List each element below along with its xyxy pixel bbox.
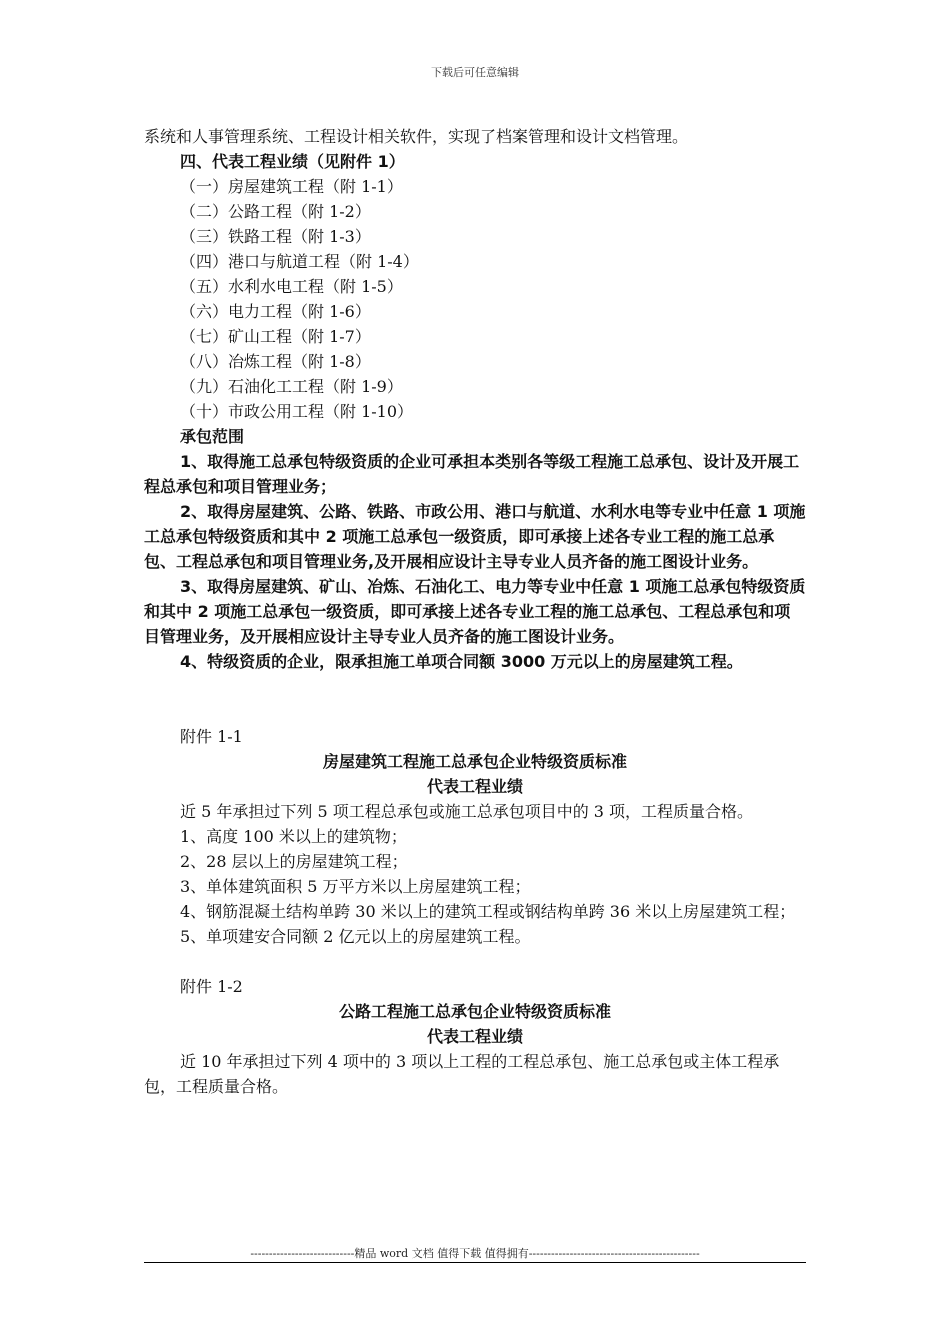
scope-clause: 4、特级资质的企业，限承担施工单项合同额 3000 万元以上的房屋建筑工程。 — [180, 652, 743, 671]
annex-intro: 近 5 年承担过下列 5 项工程总承包或施工总承包项目中的 3 项，工程质量合格。 — [180, 802, 754, 821]
annex-item: 5、单项建安合同额 2 亿元以上的房屋建筑工程。 — [180, 927, 531, 946]
annex-label: 附件 1-2 — [180, 977, 243, 996]
section-heading-performance: 四、代表工程业绩（见附件 1） — [180, 152, 405, 171]
footer-text: ----------------------------精品 word 文档 值得下载 值得拥有---------------------------------------------- — [250, 1247, 700, 1260]
footer-rule — [144, 1262, 806, 1263]
annex-item: 4、钢筋混凝土结构单跨 30 米以上的建筑工程或钢结构单跨 36 米以上房屋建筑工程； — [180, 902, 796, 921]
list-item: （十）市政公用工程（附 1-10） — [180, 402, 414, 421]
annex-title: 公路工程施工总承包企业特级资质标准 — [338, 1002, 611, 1021]
document-body — [144, 124, 806, 1099]
list-item: （四）港口与航道工程（附 1-4） — [180, 252, 419, 271]
annex-intro: 近 10 年承担过下列 4 项中的 3 项以上工程的工程总承包、施工总承包或主体工程承包，工程质量合格。 — [144, 1052, 780, 1096]
header-note: 下载后可任意编辑 — [431, 66, 519, 79]
list-item: （六）电力工程（附 1-6） — [180, 302, 371, 321]
list-item: （一）房屋建筑工程（附 1-1） — [180, 177, 403, 196]
spacer — [144, 949, 806, 974]
scope-clause: 3、取得房屋建筑、矿山、冶炼、石油化工、电力等专业中任意 1 项施工总承包特级资质和其中 2 项施工总承包一级资质，即可承接上述各专业工程的施工总承包、工程总承包和项目管理业务，及开展相应设计主导专业人员齐备的施工图设计业务。 — [144, 577, 806, 646]
list-item: （八）冶炼工程（附 1-8） — [180, 352, 371, 371]
scope-clause: 2、取得房屋建筑、公路、铁路、市政公用、港口与航道、水利水电等专业中任意 1 项施工总承包特级资质和其中 2 项施工总承包一级资质，即可承接上述各专业工程的施工总承包、工程总承包和项目管理业务,及开展相应设计主导专业人员齐备的施工图设计业务。 — [144, 502, 806, 571]
scope-heading: 承包范围 — [180, 427, 245, 446]
list-item: （五）水利水电工程（附 1-5） — [180, 277, 403, 296]
annex-label: 附件 1-1 — [180, 727, 243, 746]
annex-item: 1、高度 100 米以上的建筑物； — [180, 827, 407, 846]
list-item: （三）铁路工程（附 1-3） — [180, 227, 371, 246]
annex-subtitle: 代表工程业绩 — [426, 777, 523, 796]
list-item: （九）石油化工工程（附 1-9） — [180, 377, 403, 396]
spacer — [144, 674, 806, 724]
scope-clause: 1、取得施工总承包特级资质的企业可承担本类别各等级工程施工总承包、设计及开展工程总承包和项目管理业务； — [144, 452, 800, 496]
list-item: （七）矿山工程（附 1-7） — [180, 327, 371, 346]
annex-title: 房屋建筑工程施工总承包企业特级资质标准 — [322, 752, 627, 771]
annex-subtitle: 代表工程业绩 — [426, 1027, 523, 1046]
list-item: （二）公路工程（附 1-2） — [180, 202, 371, 221]
annex-item: 2、28 层以上的房屋建筑工程； — [180, 852, 408, 871]
annex-item: 3、单体建筑面积 5 万平方米以上房屋建筑工程； — [180, 877, 531, 896]
paragraph-continuation: 系统和人事管理系统、工程设计相关软件，实现了档案管理和设计文档管理。 — [144, 127, 689, 146]
